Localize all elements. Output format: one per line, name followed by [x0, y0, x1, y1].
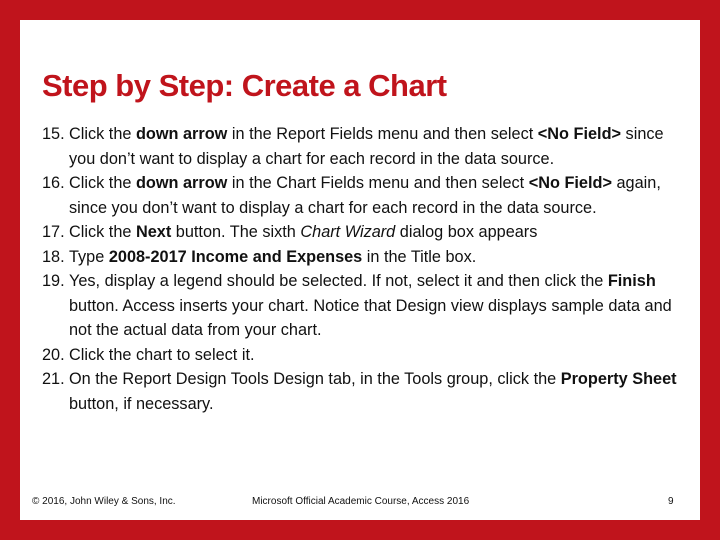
- step-number: 17.: [42, 223, 65, 241]
- step-text: dialog box appears: [395, 223, 538, 241]
- step-text: On the Report Design Tools Design tab, in the Tools group, click the: [69, 370, 561, 388]
- step-bold-text: Next: [135, 223, 172, 241]
- page-number: 9: [668, 496, 674, 507]
- step-number: 21.: [42, 370, 65, 388]
- step-number: 19.: [42, 272, 65, 290]
- step-bold-text: down arrow: [135, 125, 228, 143]
- step-item: [42, 220, 690, 245]
- step-text: Click the chart to select it.: [69, 345, 255, 364]
- step-bold-text: 2008-2017 Income and Expenses: [108, 247, 363, 266]
- step-item: [42, 367, 690, 416]
- step-text: in the Report Fields menu and then select: [227, 125, 538, 143]
- step-text: button. Access inserts your chart. Notice that Design view displays sample data and not the actual data from your chart.: [69, 296, 672, 339]
- step-item: [42, 245, 690, 270]
- slide: [20, 20, 700, 520]
- step-bold-text: <No Field>: [528, 174, 612, 192]
- footer-copyright: © 2016, John Wiley & Sons, Inc.: [32, 496, 176, 507]
- step-italic-text: Chart Wizard: [300, 223, 396, 241]
- step-text: button, if necessary.: [69, 394, 214, 413]
- step-text: Click the: [69, 223, 136, 241]
- step-item: [42, 171, 690, 220]
- step-number: 18.: [42, 247, 65, 266]
- step-text: button. The sixth: [171, 223, 301, 241]
- step-bold-text: down arrow: [135, 174, 228, 192]
- steps-list: [42, 122, 690, 416]
- step-text: in the Chart Fields menu and then select: [227, 174, 529, 192]
- step-text: Click the: [69, 174, 136, 192]
- slide-title: Step by Step: Create a Chart: [42, 68, 447, 103]
- step-bold-text: Finish: [607, 272, 656, 290]
- step-text: Type: [69, 247, 109, 266]
- step-number: 20.: [42, 345, 65, 364]
- step-text: in the Title box.: [362, 247, 477, 266]
- step-text: Yes, display a legend should be selected. If not, select it and then click the: [69, 272, 608, 290]
- step-number: 16.: [42, 174, 65, 192]
- step-text: again, since you don’t want to display a chart for each record in the data source.: [69, 174, 661, 217]
- footer-course: Microsoft Official Academic Course, Access 2016: [252, 496, 470, 507]
- step-item: [42, 343, 690, 368]
- step-bold-text: Property Sheet: [560, 370, 677, 388]
- step-item: [42, 122, 690, 171]
- step-item: [42, 269, 690, 343]
- step-number: 15.: [42, 125, 65, 143]
- step-bold-text: <No Field>: [537, 125, 622, 143]
- step-text: since you don’t want to display a chart for each record in the data source.: [69, 125, 664, 168]
- step-text: Click the: [69, 125, 136, 143]
